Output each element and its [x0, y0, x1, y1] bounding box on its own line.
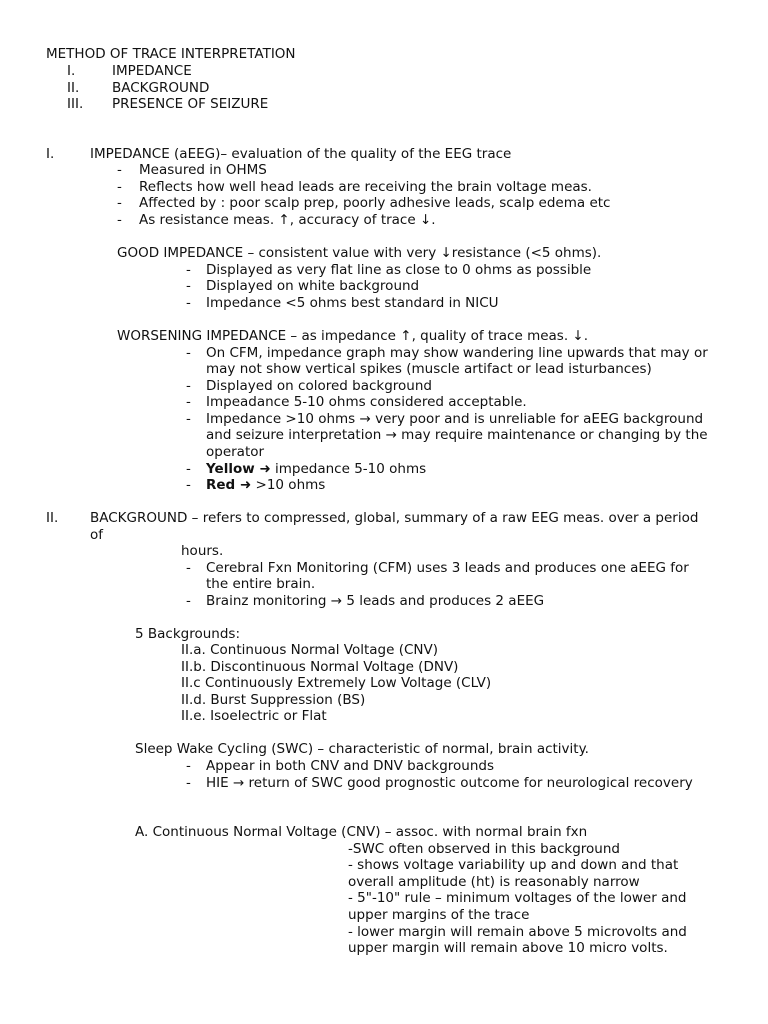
list-item: Measured in OHMS: [139, 162, 267, 178]
cnv-note: - 5"-10" rule – minimum voltages of the lower and: [348, 890, 687, 906]
list-item-red: [206, 477, 325, 493]
bullet-dash: -: [186, 394, 191, 410]
list-item: Displayed as very flat line as close to 0 ohms as possible: [206, 262, 592, 278]
list-item: Displayed on white background: [206, 278, 420, 294]
background-type-item: II.d. Burst Suppression (BS): [181, 692, 366, 708]
toc-item-seizure: PRESENCE OF SEIZURE: [112, 96, 269, 112]
bullet-dash: -: [117, 195, 122, 211]
cnv-note: overall amplitude (ht) is reasonably narrow: [348, 874, 640, 890]
cnv-note: upper margins of the trace: [348, 907, 530, 923]
list-item-continuation: may not show vertical spikes (muscle artifact or lead isturbances): [206, 361, 652, 377]
list-item: HIE → return of SWC good prognostic outcome for neurological recovery: [206, 775, 693, 791]
list-item: Brainz monitoring → 5 leads and produces 2 aEEG: [206, 593, 545, 609]
section-heading-impedance: IMPEDANCE (aEEG)– evaluation of the quality of the EEG trace: [90, 146, 512, 162]
list-item: Reflects how well head leads are receiving the brain voltage meas.: [139, 179, 592, 195]
swc-heading: Sleep Wake Cycling (SWC) – characteristic of normal, brain activity.: [135, 741, 589, 757]
document-title: METHOD OF TRACE INTERPRETATION: [46, 46, 296, 62]
good-impedance-heading: GOOD IMPEDANCE – consistent value with very ↓resistance (<5 ohms).: [117, 245, 602, 261]
cnv-note: - shows voltage variability up and down and that: [348, 857, 679, 873]
list-item-continuation: operator: [206, 444, 265, 460]
list-item: Impedance <5 ohms best standard in NICU: [206, 295, 499, 311]
list-item-continuation: and seizure interpretation → may require maintenance or changing by the: [206, 427, 708, 443]
section-heading-continuation: of: [90, 527, 104, 543]
list-item: Appear in both CNV and DNV backgrounds: [206, 758, 495, 774]
bullet-dash: -: [186, 461, 191, 477]
list-item: Impedance >10 ohms → very poor and is unreliable for aEEG background: [206, 411, 704, 427]
bullet-dash: -: [186, 593, 191, 609]
list-item: As resistance meas. ↑, accuracy of trace ↓.: [139, 212, 436, 228]
toc-item-impedance: IMPEDANCE: [112, 63, 192, 79]
bullet-dash: -: [186, 278, 191, 294]
yellow-label: Yellow ➜: [206, 461, 271, 477]
toc-num-1: I.: [67, 63, 76, 79]
list-item: Displayed on colored background: [206, 378, 432, 394]
bullet-dash: -: [186, 295, 191, 311]
bullet-dash: -: [117, 212, 122, 228]
section-num-background: II.: [46, 510, 59, 526]
red-label: Red ➜: [206, 477, 252, 493]
five-backgrounds-title: 5 Backgrounds:: [135, 626, 241, 642]
toc-item-background: BACKGROUND: [112, 80, 210, 96]
list-item: Affected by : poor scalp prep, poorly adhesive leads, scalp edema etc: [139, 195, 611, 211]
background-type-item: II.a. Continuous Normal Voltage (CNV): [181, 642, 439, 658]
section-heading-background: BACKGROUND – refers to compressed, global, summary of a raw EEG meas. over a period: [90, 510, 699, 526]
worsening-impedance-heading: WORSENING IMPEDANCE – as impedance ↑, quality of trace meas. ↓.: [117, 328, 589, 344]
bullet-dash: -: [186, 775, 191, 791]
bullet-dash: -: [117, 179, 122, 195]
background-type-item: II.e. Isoelectric or Flat: [181, 708, 327, 724]
toc-num-3: III.: [67, 96, 84, 112]
section-heading-continuation: hours.: [181, 543, 224, 559]
cnv-note: -SWC often observed in this background: [348, 841, 620, 857]
bullet-dash: -: [186, 378, 191, 394]
toc-num-2: II.: [67, 80, 80, 96]
bullet-dash: -: [186, 345, 191, 361]
bullet-dash: -: [186, 758, 191, 774]
cnv-note: - lower margin will remain above 5 microvolts and: [348, 924, 687, 940]
bullet-dash: -: [186, 411, 191, 427]
list-item: Impeadance 5-10 ohms considered acceptable.: [206, 394, 527, 410]
yellow-text: impedance 5-10 ohms: [270, 461, 427, 477]
background-type-item: II.b. Discontinuous Normal Voltage (DNV): [181, 659, 459, 675]
cnv-heading: A. Continuous Normal Voltage (CNV) – assoc. with normal brain fxn: [135, 824, 588, 840]
bullet-dash: -: [186, 477, 191, 493]
background-type-item: II.c Continuously Extremely Low Voltage (CLV): [181, 675, 492, 691]
cnv-note: upper margin will remain above 10 micro volts.: [348, 940, 668, 956]
list-item: Cerebral Fxn Monitoring (CFM) uses 3 leads and produces one aEEG for: [206, 560, 689, 576]
section-num-impedance: I.: [46, 146, 55, 162]
bullet-dash: -: [186, 262, 191, 278]
list-item-continuation: the entire brain.: [206, 576, 316, 592]
bullet-dash: -: [186, 560, 191, 576]
bullet-dash: -: [117, 162, 122, 178]
list-item-yellow: [206, 461, 426, 477]
list-item: On CFM, impedance graph may show wandering line upwards that may or: [206, 345, 708, 361]
red-text: >10 ohms: [251, 477, 326, 493]
